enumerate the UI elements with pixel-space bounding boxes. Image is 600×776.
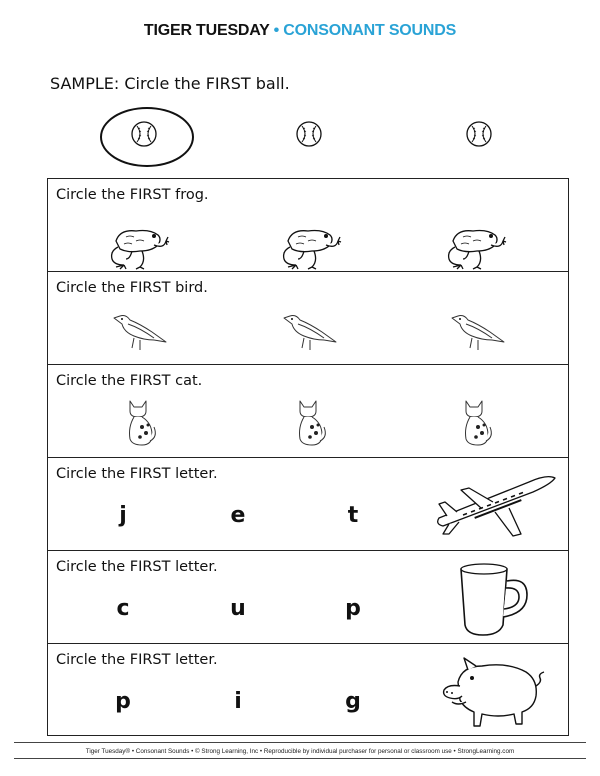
row-prompt: Circle the FIRST frog. (56, 187, 209, 203)
footer-rule (14, 758, 586, 759)
row-cat (48, 365, 568, 458)
row-frog (48, 179, 568, 272)
pig-icon (438, 652, 548, 732)
sample-prompt: SAMPLE: Circle the FIRST ball. (50, 74, 290, 93)
cup-icon (453, 559, 543, 639)
footer-rule (14, 742, 586, 743)
row-pig (48, 644, 568, 737)
baseball-icon[interactable] (295, 120, 323, 148)
row-prompt: Circle the FIRST letter. (56, 466, 218, 482)
sample-row (50, 100, 550, 170)
letter-choice[interactable]: j (119, 503, 127, 528)
cat-icon[interactable] (124, 397, 160, 449)
baseball-icon[interactable] (465, 120, 493, 148)
title-right: CONSONANT SOUNDS (283, 22, 457, 39)
letter-choice[interactable]: p (115, 689, 131, 714)
cat-icon[interactable] (294, 397, 330, 449)
row-prompt: Circle the FIRST letter. (56, 559, 218, 575)
page-title (0, 22, 600, 40)
letter-choice[interactable]: p (345, 596, 361, 621)
letter-choice[interactable]: t (347, 503, 359, 528)
airplane-icon (433, 468, 559, 544)
row-prompt: Circle the FIRST bird. (56, 280, 208, 296)
footer-text: Tiger Tuesday® • Consonant Sounds • © Strong Learning, Inc • Reproducible by individual purchaser for personal or classroom use • StrongLearning.com (85, 748, 515, 755)
letter-choice[interactable]: u (230, 596, 246, 621)
letter-choice[interactable]: i (234, 689, 242, 714)
frog-icon[interactable] (106, 219, 170, 271)
baseball-icon[interactable] (130, 120, 158, 148)
worksheet-grid (47, 178, 569, 736)
bird-icon[interactable] (110, 310, 170, 352)
title-left: TIGER TUESDAY (143, 22, 270, 39)
letter-choice[interactable]: c (116, 596, 130, 621)
frog-icon[interactable] (278, 219, 342, 271)
row-jet (48, 458, 568, 551)
letter-choice[interactable]: g (345, 689, 361, 714)
bird-icon[interactable] (448, 310, 508, 352)
title-separator: • (269, 22, 284, 39)
row-prompt: Circle the FIRST letter. (56, 652, 218, 668)
bird-icon[interactable] (280, 310, 340, 352)
frog-icon[interactable] (443, 219, 507, 271)
letter-choice[interactable]: e (230, 503, 246, 528)
row-prompt: Circle the FIRST cat. (56, 373, 203, 389)
row-bird (48, 272, 568, 365)
cat-icon[interactable] (460, 397, 496, 449)
row-cup (48, 551, 568, 644)
